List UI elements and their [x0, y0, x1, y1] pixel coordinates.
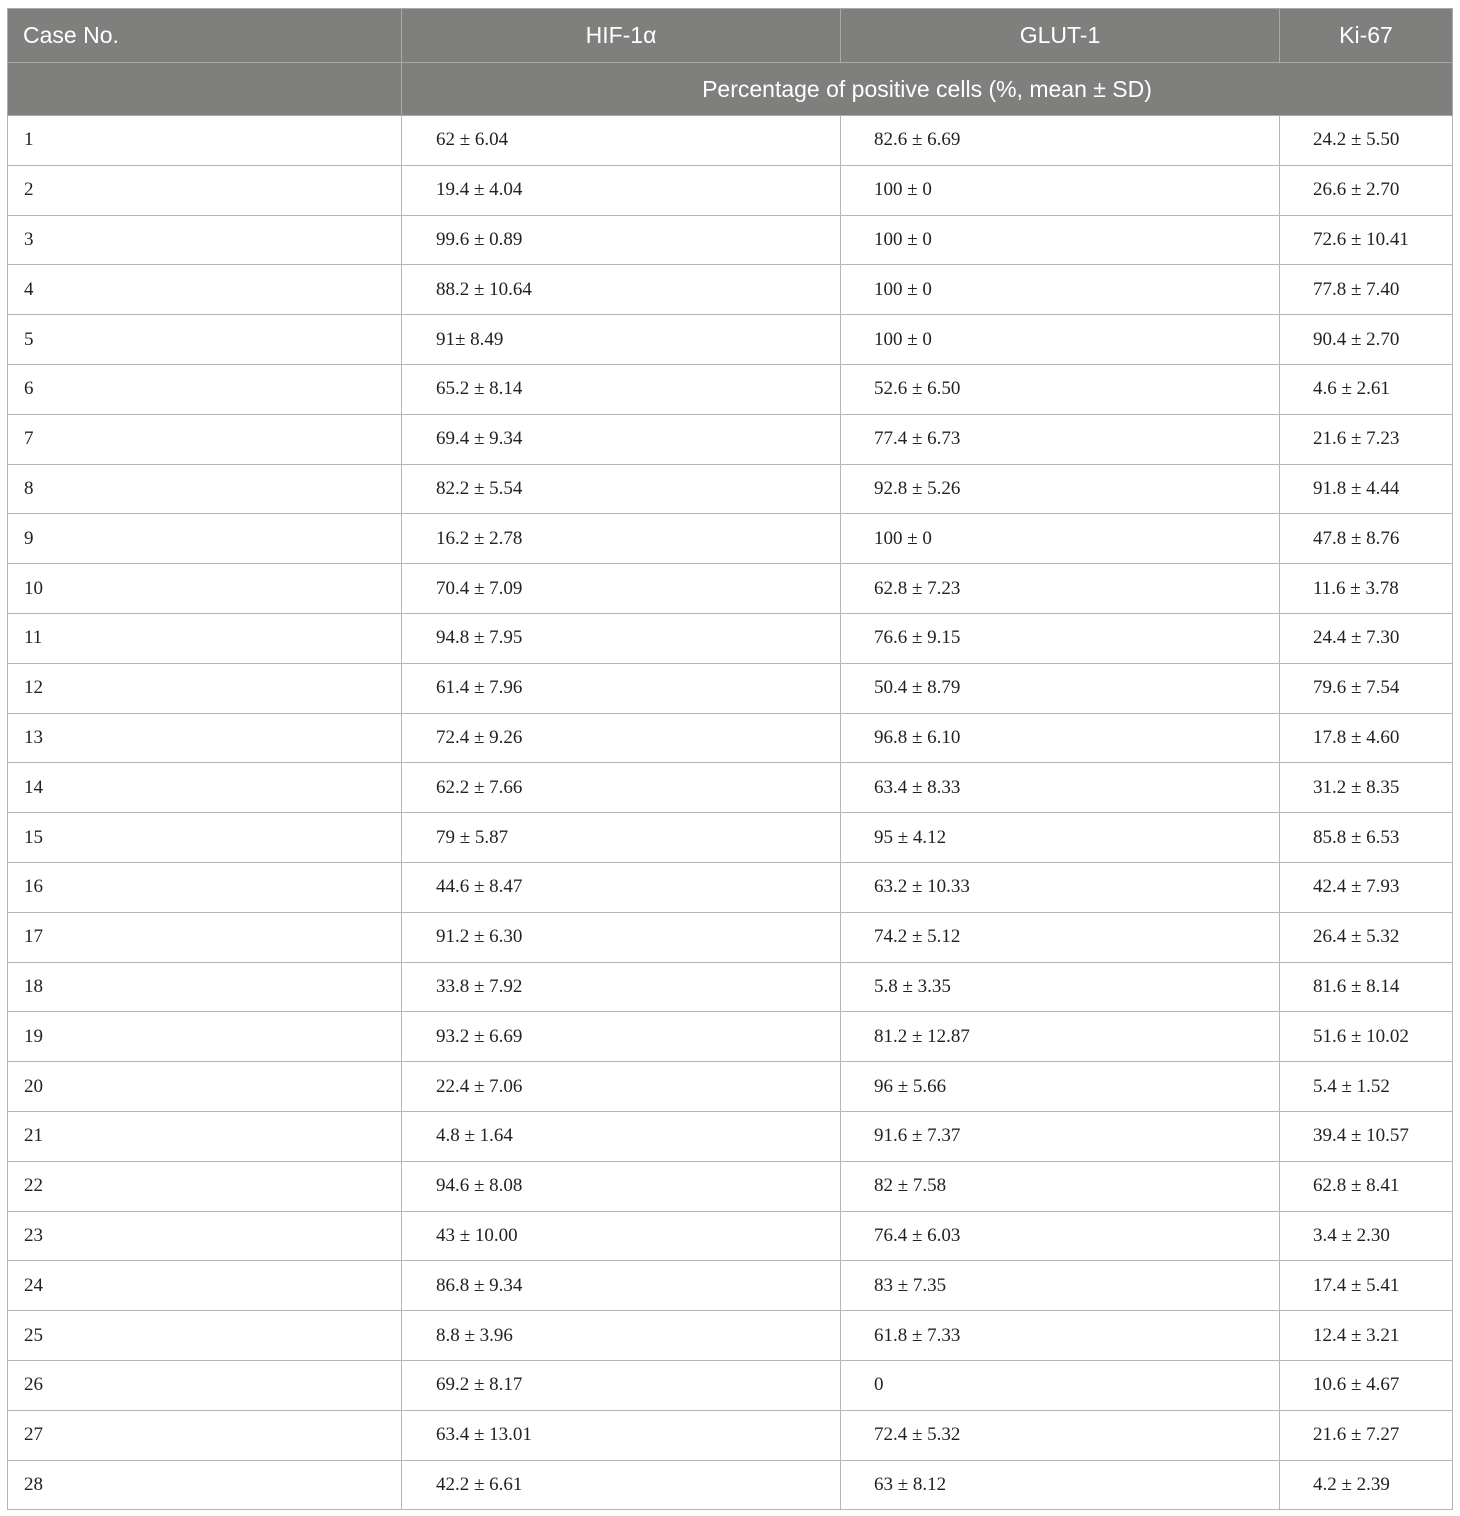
table-row: [8, 1460, 1453, 1510]
table-row: [8, 1311, 1453, 1361]
glut-cell: 82.6 ± 6.69: [841, 116, 1280, 166]
ki-cell: 4.6 ± 2.61: [1280, 364, 1453, 414]
table-row: [8, 464, 1453, 514]
ki-cell: 3.4 ± 2.30: [1280, 1211, 1453, 1261]
hif-cell: 63.4 ± 13.01: [402, 1410, 841, 1460]
table-row: [8, 613, 1453, 663]
hif-cell: 82.2 ± 5.54: [402, 464, 841, 514]
case-cell: 18: [8, 962, 402, 1012]
ki-cell: 5.4 ± 1.52: [1280, 1062, 1453, 1112]
glut-cell: 95 ± 4.12: [841, 813, 1280, 863]
table-row: [8, 862, 1453, 912]
case-cell: 7: [8, 414, 402, 464]
hif-cell: 16.2 ± 2.78: [402, 514, 841, 564]
ki-cell: 17.4 ± 5.41: [1280, 1261, 1453, 1311]
case-cell: 13: [8, 713, 402, 763]
table-row: [8, 1161, 1453, 1211]
glut-cell: 96.8 ± 6.10: [841, 713, 1280, 763]
table-row: [8, 165, 1453, 215]
table-header: [8, 9, 1453, 116]
table-row: [8, 364, 1453, 414]
table-row: [8, 1360, 1453, 1410]
glut-cell: 100 ± 0: [841, 315, 1280, 365]
table-row: [8, 315, 1453, 365]
table-row: [8, 1012, 1453, 1062]
ki-cell: 79.6 ± 7.54: [1280, 663, 1453, 713]
ki-cell: 24.2 ± 5.50: [1280, 116, 1453, 166]
header-case-no: Case No.: [8, 9, 402, 63]
case-cell: 27: [8, 1410, 402, 1460]
case-cell: 4: [8, 265, 402, 315]
hif-cell: 69.4 ± 9.34: [402, 414, 841, 464]
subheader-row: [8, 63, 1453, 116]
ki-cell: 12.4 ± 3.21: [1280, 1311, 1453, 1361]
hif-cell: 94.6 ± 8.08: [402, 1161, 841, 1211]
table-row: [8, 265, 1453, 315]
glut-cell: 72.4 ± 5.32: [841, 1410, 1280, 1460]
ki-cell: 51.6 ± 10.02: [1280, 1012, 1453, 1062]
case-cell: 19: [8, 1012, 402, 1062]
ki-cell: 62.8 ± 8.41: [1280, 1161, 1453, 1211]
ki-cell: 21.6 ± 7.27: [1280, 1410, 1453, 1460]
case-cell: 24: [8, 1261, 402, 1311]
ki-cell: 21.6 ± 7.23: [1280, 414, 1453, 464]
hif-cell: 62 ± 6.04: [402, 116, 841, 166]
ki-cell: 31.2 ± 8.35: [1280, 763, 1453, 813]
hif-cell: 86.8 ± 9.34: [402, 1261, 841, 1311]
table-row: [8, 1062, 1453, 1112]
ki-cell: 90.4 ± 2.70: [1280, 315, 1453, 365]
ki-cell: 11.6 ± 3.78: [1280, 564, 1453, 614]
hif-cell: 33.8 ± 7.92: [402, 962, 841, 1012]
case-cell: 1: [8, 116, 402, 166]
table-row: [8, 1410, 1453, 1460]
glut-cell: 63.4 ± 8.33: [841, 763, 1280, 813]
ki-cell: 81.6 ± 8.14: [1280, 962, 1453, 1012]
case-cell: 11: [8, 613, 402, 663]
case-cell: 8: [8, 464, 402, 514]
table-row: [8, 663, 1453, 713]
glut-cell: 63.2 ± 10.33: [841, 862, 1280, 912]
glut-cell: 100 ± 0: [841, 514, 1280, 564]
ki-cell: 77.8 ± 7.40: [1280, 265, 1453, 315]
case-cell: 16: [8, 862, 402, 912]
glut-cell: 63 ± 8.12: [841, 1460, 1280, 1510]
ki-cell: 85.8 ± 6.53: [1280, 813, 1453, 863]
glut-cell: 92.8 ± 5.26: [841, 464, 1280, 514]
ki-cell: 26.6 ± 2.70: [1280, 165, 1453, 215]
hif-cell: 69.2 ± 8.17: [402, 1360, 841, 1410]
glut-cell: 77.4 ± 6.73: [841, 414, 1280, 464]
table-row: [8, 215, 1453, 265]
ki-cell: 39.4 ± 10.57: [1280, 1111, 1453, 1161]
case-cell: 3: [8, 215, 402, 265]
case-cell: 10: [8, 564, 402, 614]
table-row: [8, 912, 1453, 962]
hif-cell: 4.8 ± 1.64: [402, 1111, 841, 1161]
case-cell: 23: [8, 1211, 402, 1261]
data-table: [7, 8, 1453, 1510]
header-glut-1: GLUT-1: [841, 9, 1280, 63]
table-row: [8, 1261, 1453, 1311]
glut-cell: 82 ± 7.58: [841, 1161, 1280, 1211]
glut-cell: 81.2 ± 12.87: [841, 1012, 1280, 1062]
table-row: [8, 763, 1453, 813]
hif-cell: 61.4 ± 7.96: [402, 663, 841, 713]
glut-cell: 61.8 ± 7.33: [841, 1311, 1280, 1361]
hif-cell: 94.8 ± 7.95: [402, 613, 841, 663]
hif-cell: 70.4 ± 7.09: [402, 564, 841, 614]
glut-cell: 96 ± 5.66: [841, 1062, 1280, 1112]
ki-cell: 24.4 ± 7.30: [1280, 613, 1453, 663]
case-cell: 21: [8, 1111, 402, 1161]
glut-cell: 91.6 ± 7.37: [841, 1111, 1280, 1161]
case-cell: 15: [8, 813, 402, 863]
glut-cell: 76.6 ± 9.15: [841, 613, 1280, 663]
glut-cell: 83 ± 7.35: [841, 1261, 1280, 1311]
hif-cell: 62.2 ± 7.66: [402, 763, 841, 813]
glut-cell: 5.8 ± 3.35: [841, 962, 1280, 1012]
glut-cell: 100 ± 0: [841, 215, 1280, 265]
hif-cell: 93.2 ± 6.69: [402, 1012, 841, 1062]
table-row: [8, 564, 1453, 614]
case-cell: 6: [8, 364, 402, 414]
header-ki-67: Ki-67: [1280, 9, 1453, 63]
glut-cell: 62.8 ± 7.23: [841, 564, 1280, 614]
ki-cell: 72.6 ± 10.41: [1280, 215, 1453, 265]
case-cell: 25: [8, 1311, 402, 1361]
table-row: [8, 813, 1453, 863]
glut-cell: 76.4 ± 6.03: [841, 1211, 1280, 1261]
hif-cell: 19.4 ± 4.04: [402, 165, 841, 215]
ki-cell: 47.8 ± 8.76: [1280, 514, 1453, 564]
table-row: [8, 962, 1453, 1012]
hif-cell: 72.4 ± 9.26: [402, 713, 841, 763]
table-row: [8, 1111, 1453, 1161]
case-cell: 22: [8, 1161, 402, 1211]
case-cell: 14: [8, 763, 402, 813]
hif-cell: 91.2 ± 6.30: [402, 912, 841, 962]
case-cell: 17: [8, 912, 402, 962]
subheader-empty-cell: [8, 63, 402, 116]
hif-cell: 88.2 ± 10.64: [402, 265, 841, 315]
table-row: [8, 514, 1453, 564]
hif-cell: 44.6 ± 8.47: [402, 862, 841, 912]
table-row: [8, 713, 1453, 763]
glut-cell: 100 ± 0: [841, 165, 1280, 215]
ki-cell: 4.2 ± 2.39: [1280, 1460, 1453, 1510]
case-cell: 9: [8, 514, 402, 564]
ki-cell: 91.8 ± 4.44: [1280, 464, 1453, 514]
ki-cell: 42.4 ± 7.93: [1280, 862, 1453, 912]
ki-cell: 26.4 ± 5.32: [1280, 912, 1453, 962]
glut-cell: 0: [841, 1360, 1280, 1410]
hif-cell: 99.6 ± 0.89: [402, 215, 841, 265]
case-cell: 20: [8, 1062, 402, 1112]
header-row: [8, 9, 1453, 63]
hif-cell: 91± 8.49: [402, 315, 841, 365]
hif-cell: 79 ± 5.87: [402, 813, 841, 863]
ki-cell: 10.6 ± 4.67: [1280, 1360, 1453, 1410]
glut-cell: 52.6 ± 6.50: [841, 364, 1280, 414]
hif-cell: 22.4 ± 7.06: [402, 1062, 841, 1112]
subheader-percentage: Percentage of positive cells (%, mean ± SD): [402, 63, 1453, 116]
table-row: [8, 116, 1453, 166]
glut-cell: 50.4 ± 8.79: [841, 663, 1280, 713]
case-cell: 2: [8, 165, 402, 215]
header-hif-1a: HIF-1α: [402, 9, 841, 63]
table-body: [8, 116, 1453, 1510]
case-cell: 26: [8, 1360, 402, 1410]
hif-cell: 43 ± 10.00: [402, 1211, 841, 1261]
hif-cell: 42.2 ± 6.61: [402, 1460, 841, 1510]
glut-cell: 100 ± 0: [841, 265, 1280, 315]
hif-cell: 8.8 ± 3.96: [402, 1311, 841, 1361]
case-cell: 5: [8, 315, 402, 365]
ki-cell: 17.8 ± 4.60: [1280, 713, 1453, 763]
case-cell: 28: [8, 1460, 402, 1510]
table-row: [8, 414, 1453, 464]
case-cell: 12: [8, 663, 402, 713]
glut-cell: 74.2 ± 5.12: [841, 912, 1280, 962]
table-row: [8, 1211, 1453, 1261]
hif-cell: 65.2 ± 8.14: [402, 364, 841, 414]
